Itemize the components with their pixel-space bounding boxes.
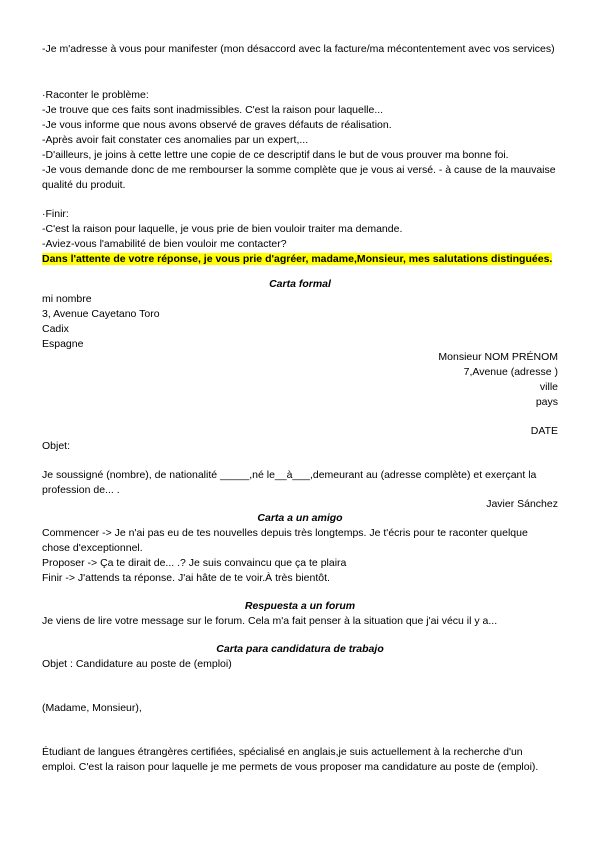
finir-title: ·Finir: <box>42 208 69 220</box>
amigo-line: Finir -> J'attends ta réponse. J'ai hâte de te voir.À très bientôt. <box>42 572 330 584</box>
carta-amigo-title: Carta a un amigo <box>257 512 343 524</box>
signature: Javier Sánchez <box>486 498 558 510</box>
finir-section <box>42 207 558 267</box>
candidatura-body: Étudiant de langues étrangères certifiées, spécialisé en anglais,je suis actuellement à la recherche d'un emploi. C'est la raison pour laquelle je me permets de vous proposer ma candidature au poste de (emploi). <box>42 746 539 773</box>
respuesta-forum-section <box>42 599 558 629</box>
candidatura-salutation: (Madame, Monsieur), <box>42 702 142 714</box>
sender-line: Cadix <box>42 323 69 335</box>
sender-line: Espagne <box>42 338 84 350</box>
highlighted-closing-text: Dans l'attente de votre réponse, je vous prie d'agréer, madame,Monsieur, mes salutations distinguées. <box>42 253 553 265</box>
sender-line: mi nombre <box>42 293 92 305</box>
intro-line: -Je m'adresse à vous pour manifester (mon désaccord avec la facture/ma mécontentement avec vos services) <box>42 43 555 55</box>
amigo-line: Commencer -> Je n'ai pas eu de tes nouvelles depuis très longtemps. Je t'écris pour te raconter quelque chose d'exceptionnel. <box>42 527 528 554</box>
raconter-section <box>42 88 558 193</box>
raconter-line: -Après avoir fait constater ces anomalies par un expert,... <box>42 134 309 146</box>
recipient-line: 7,Avenue (adresse ) <box>463 366 558 378</box>
raconter-line: -D'ailleurs, je joins à cette lettre une copie de ce descriptif dans le but de vous prouver ma bonne foi. <box>42 149 509 161</box>
candidatura-section <box>42 642 558 672</box>
carta-amigo-section <box>42 511 558 586</box>
recipient-line: pays <box>535 396 558 408</box>
sender-line: 3, Avenue Cayetano Toro <box>42 308 160 320</box>
raconter-line: -Je vous demande donc de me rembourser la somme complète que je vous ai versé. - à cause de la mauvaise qualité du produit. <box>42 164 556 191</box>
carta-formal-section <box>42 277 558 352</box>
finir-line: -C'est la raison pour laquelle, je vous prie de bien vouloir traiter ma demande. <box>42 223 403 235</box>
recipient-line: Monsieur NOM PRÉNOM <box>438 351 558 363</box>
candidatura-objet: Objet : Candidature au poste de (emploi) <box>42 658 232 670</box>
raconter-title: ·Raconter le problème: <box>42 89 149 101</box>
raconter-line: -Je vous informe que nous avons observé de graves défauts de réalisation. <box>42 119 392 131</box>
respuesta-forum-title: Respuesta a un forum <box>244 600 356 612</box>
recipient-block <box>42 350 558 410</box>
carta-formal-title: Carta formal <box>269 278 331 290</box>
amigo-line: Proposer -> Ça te dirait de... .? Je suis convaincu que ça te plaira <box>42 557 347 569</box>
highlighted-closing <box>42 252 558 267</box>
forum-line: Je viens de lire votre message sur le forum. Cela m'a fait penser à la situation que j'ai vécu il y a... <box>42 615 498 627</box>
finir-line: -Aviez-vous l'amabilité de bien vouloir me contacter? <box>42 238 287 250</box>
objet-label: Objet: <box>42 440 71 452</box>
candidatura-title: Carta para candidatura de trabajo <box>216 643 384 655</box>
formal-body: Je soussigné (nombre), de nationalité _____,né le__à___,demeurant au (adresse complète) et exerçant la profession de... . <box>42 469 537 496</box>
raconter-line: -Je trouve que ces faits sont inadmissibles. C'est la raison pour laquelle... <box>42 104 384 116</box>
recipient-line: ville <box>539 381 558 393</box>
date-line: DATE <box>530 425 558 437</box>
intro-section <box>42 42 558 57</box>
